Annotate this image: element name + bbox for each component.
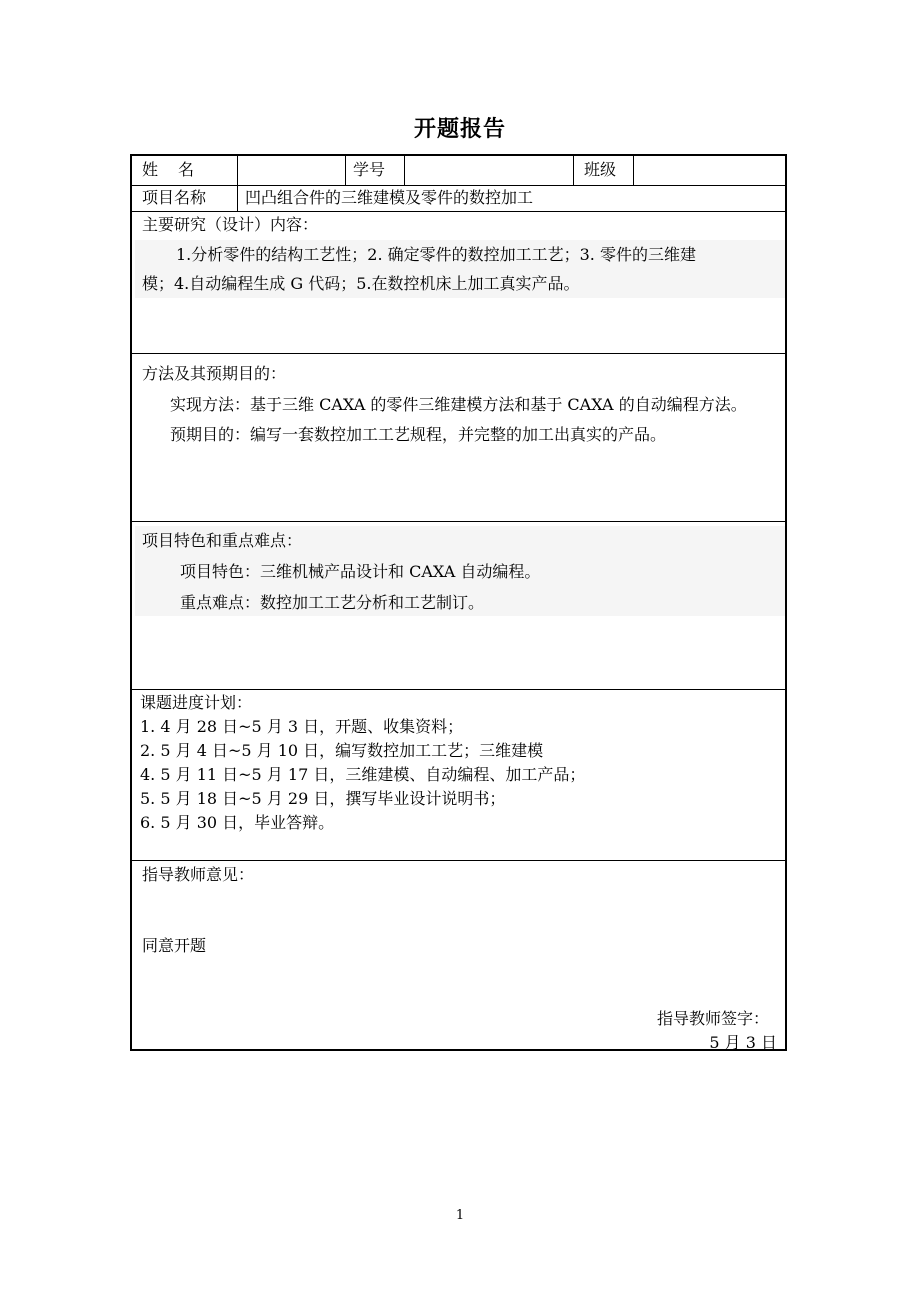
section-divider xyxy=(132,353,785,354)
column-divider xyxy=(573,156,574,185)
class-field[interactable] xyxy=(639,158,783,182)
features-line: 重点难点：数控加工工艺分析和工艺制订。 xyxy=(180,593,485,612)
content-line: 模；4.自动编程生成 G 代码；5.在数控机床上加工真实产品。 xyxy=(142,274,580,293)
page-title: 开题报告 xyxy=(413,117,506,142)
class-label: 班级 xyxy=(584,160,617,179)
method-line: 实现方法：基于三维 CAXA 的零件三维建模方法和基于 CAXA 的自动编程方法。 xyxy=(170,395,747,414)
project-name-value: 凹凸组合件的三维建模及零件的数控加工 xyxy=(245,188,534,207)
content-line: 1.分析零件的结构工艺性；2. 确定零件的数控加工工艺；3. 零件的三维建 xyxy=(176,245,696,264)
schedule-item: 6. 5 月 30 日，毕业答辩。 xyxy=(140,813,335,832)
student-id-label: 学号 xyxy=(353,160,386,179)
schedule-item: 4. 5 月 11 日~5 月 17 日，三维建模、自动编程、加工产品； xyxy=(140,765,586,784)
content-heading: 主要研究（设计）内容： xyxy=(142,215,319,234)
section-divider xyxy=(132,689,785,690)
schedule-item: 5. 5 月 18 日~5 月 29 日，撰写毕业设计说明书； xyxy=(140,789,506,808)
opinion-text: 同意开题 xyxy=(142,936,207,955)
page-number: 1 xyxy=(455,1208,465,1223)
name-label: 姓 名 xyxy=(142,160,197,179)
signature-date: 5 月 3 日 xyxy=(709,1033,777,1052)
section-divider xyxy=(132,521,785,522)
schedule-item: 2. 5 月 4 日~5 月 10 日，编写数控加工工艺；三维建模 xyxy=(140,741,544,760)
project-name-label: 项目名称 xyxy=(142,188,207,207)
proposal-form xyxy=(130,154,787,1051)
opinion-heading: 指导教师意见： xyxy=(142,865,255,884)
column-divider xyxy=(237,156,238,212)
advisor-signature-label: 指导教师签字： xyxy=(656,1009,769,1028)
student-id-field[interactable] xyxy=(410,158,568,182)
row-divider xyxy=(132,211,785,212)
name-field[interactable] xyxy=(244,158,340,182)
method-line: 预期目的：编写一套数控加工工艺规程，并完整的加工出真实的产品。 xyxy=(170,425,667,444)
column-divider xyxy=(633,156,634,185)
method-heading: 方法及其预期目的： xyxy=(142,364,287,383)
schedule-item: 1. 4 月 28 日~5 月 3 日，开题、收集资料； xyxy=(140,717,464,736)
column-divider xyxy=(404,156,405,185)
features-heading: 项目特色和重点难点： xyxy=(142,531,303,550)
schedule-heading: 课题进度计划： xyxy=(140,693,253,712)
column-divider xyxy=(345,156,346,185)
features-line: 项目特色：三维机械产品设计和 CAXA 自动编程。 xyxy=(180,562,541,581)
section-divider xyxy=(132,860,785,861)
